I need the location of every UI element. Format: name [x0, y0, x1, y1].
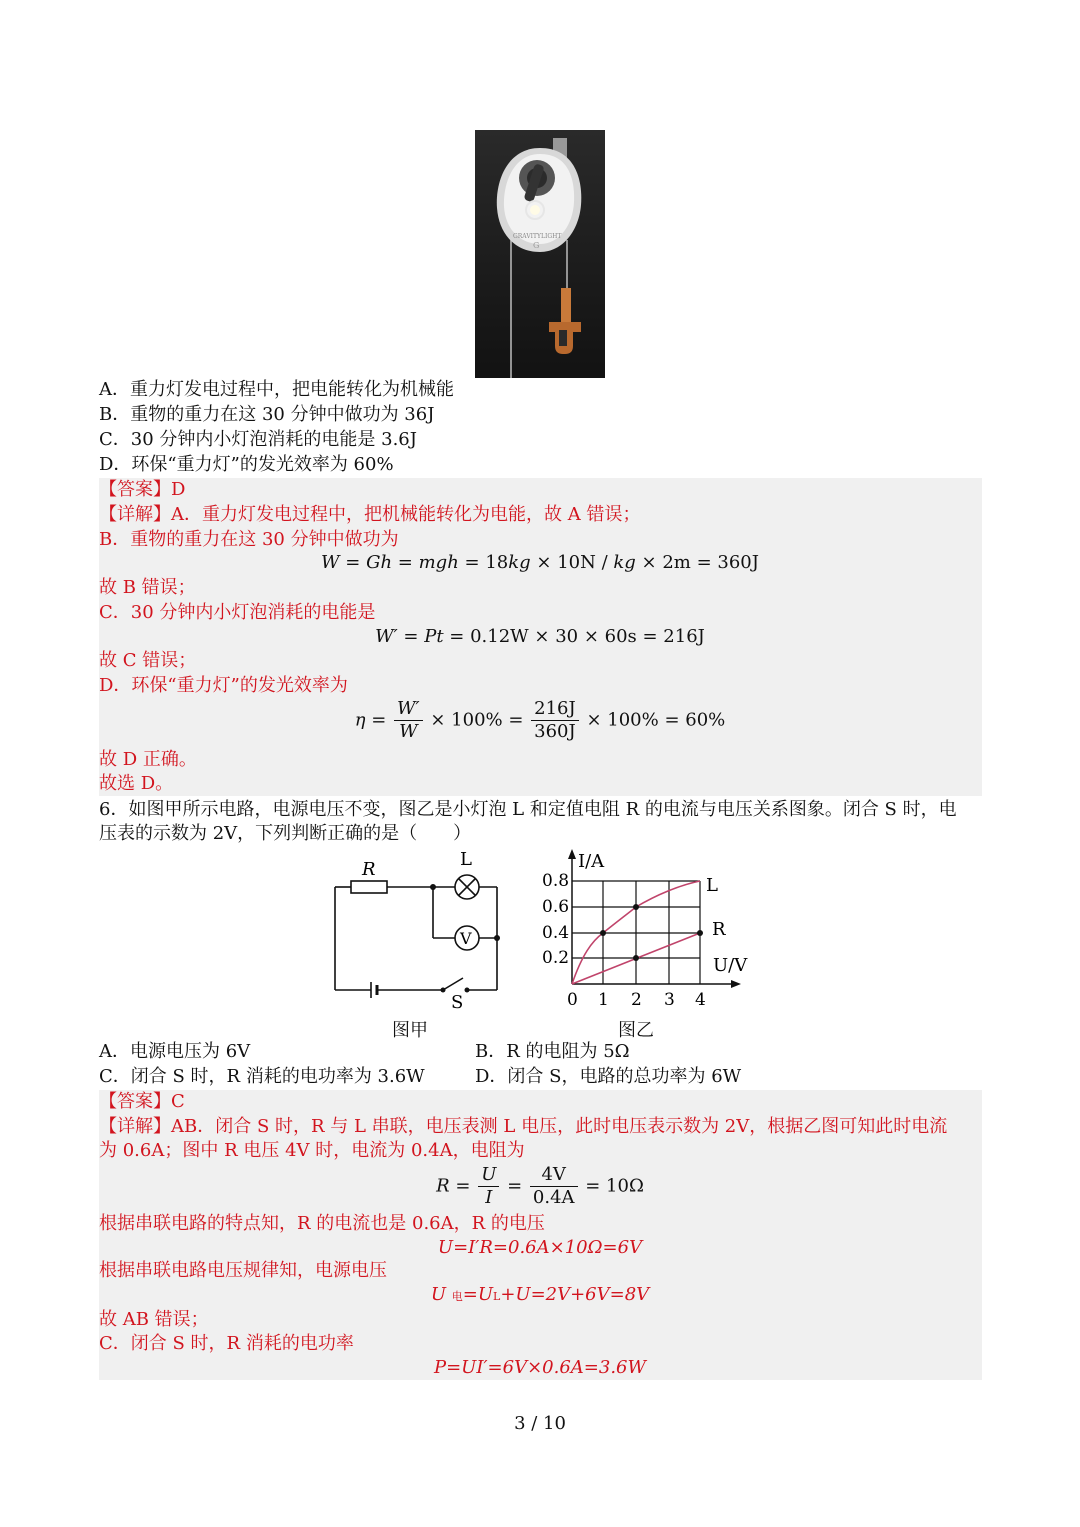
graph-x-axis-label: U/V [713, 955, 748, 976]
circuit-caption: 图甲 [392, 1020, 428, 1041]
circuit-v-label: V [460, 929, 472, 948]
q6-explain-line6: C．闭合 S 时，R 消耗的电功率 [99, 1333, 354, 1354]
q5-explain-line8: 故选 D。 [99, 773, 174, 794]
q5-explain-line1: 【详解】A．重力灯发电过程中，把机械能转化为电能，故 A 错误； [99, 504, 641, 525]
q5-answer: 【答案】D [99, 479, 186, 500]
graph-y-tick: 0.6 [542, 897, 570, 917]
graph-x-tick: 1 [598, 990, 609, 1010]
graph-x-tick: 3 [664, 990, 675, 1010]
graph-y-axis-label: I/A [578, 851, 605, 872]
circuit-s-label: S [451, 992, 464, 1010]
graph-x-tick: 0 [567, 990, 578, 1010]
q5-equation-energy: W′ = Pt = 0.12W × 30 × 60s = 216J [375, 626, 705, 647]
q5-equation-work: W = Gh = mgh = 18kg × 10N / kg × 2m = 360J [321, 552, 759, 573]
graph-r-label: R [712, 919, 726, 940]
gravity-light-photo [475, 130, 605, 378]
q5-option-a: A．重力灯发电过程中，把电能转化为机械能 [99, 379, 454, 400]
photo-logo-text: GRAVITYLIGHT [513, 233, 562, 240]
q6-option-b: B．R 的电阻为 5Ω [475, 1041, 630, 1062]
gravity-light-illustration [475, 130, 605, 378]
q6-option-c: C．闭合 S 时，R 消耗的电功率为 3.6W [99, 1066, 425, 1087]
iu-graph [530, 845, 760, 1015]
q5-option-b: B．重物的重力在这 30 分钟中做功为 36J [99, 404, 435, 425]
circuit-l-label: L [460, 849, 472, 870]
q6-stem-line1: 6．如图甲所示电路，电源电压不变，图乙是小灯泡 L 和定值电阻 R 的电流与电压关系图象。闭合 S 时，电 [99, 799, 957, 820]
graph-x-tick: 4 [695, 990, 706, 1010]
q5-explain-line2: B．重物的重力在这 30 分钟中做功为 [99, 529, 399, 550]
q6-equation-resistance: R = $\frac{U}{I}$ = $\frac{4V}{0.4A}$ = 10Ω [436, 1164, 644, 1208]
q6-explain-line2: 为 0.6A；图中 R 电压 4V 时，电流为 0.4A，电阻为 [99, 1140, 525, 1161]
photo-logo-mark: G [533, 241, 540, 250]
q5-explain-line4: C．30 分钟内小灯泡消耗的电能是 [99, 602, 376, 623]
q5-explain-line3: 故 B 错误； [99, 577, 196, 598]
q6-option-d: D．闭合 S，电路的总功率为 6W [475, 1066, 742, 1087]
q6-equation-power: P=UI′=6V×0.6A=3.6W [433, 1357, 646, 1378]
q6-equation-voltage: U=I′R=0.6A×10Ω=6V [437, 1237, 643, 1258]
graph-y-tick: 0.4 [542, 923, 570, 943]
graph-l-label: L [706, 875, 718, 896]
q6-explain-line1: 【详解】AB．闭合 S 时，R 与 L 串联，电压表测 L 电压，此时电压表示数为 2V，根据乙图可知此时电流 [99, 1116, 948, 1137]
q5-option-d: D．环保“重力灯”的发光效率为 60% [99, 454, 394, 475]
q5-explain-line5: 故 C 错误； [99, 650, 197, 671]
q6-answer: 【答案】C [99, 1091, 185, 1112]
q6-explain-line3: 根据串联电路的特点知，R 的电流也是 0.6A，R 的电压 [99, 1213, 545, 1234]
q6-equation-source: U 电=UL+U=2V+6V=8V [430, 1284, 650, 1305]
q6-stem-line2: 压表的示数为 2V，下列判断正确的是（ ） [99, 823, 472, 844]
graph-y-tick: 0.2 [542, 948, 570, 968]
q5-explain-line6: D．环保“重力灯”的发光效率为 [99, 675, 348, 696]
graph-x-tick: 2 [631, 990, 642, 1010]
circuit-diagram [325, 845, 515, 1010]
page-number: 3 / 10 [514, 1413, 566, 1434]
q6-option-a: A．电源电压为 6V [99, 1041, 251, 1062]
graph-y-tick: 0.8 [542, 871, 570, 891]
q5-option-c: C．30 分钟内小灯泡消耗的电能是 3.6J [99, 429, 417, 450]
q5-explain-line7: 故 D 正确。 [99, 749, 197, 770]
circuit-r-label: R [362, 859, 376, 880]
q6-explain-line4: 根据串联电路电压规律知，电源电压 [99, 1260, 387, 1281]
q6-explain-line5: 故 AB 错误； [99, 1309, 209, 1330]
graph-caption: 图乙 [618, 1020, 654, 1041]
q5-equation-efficiency: η = $\frac{W'}{W}$ × 100% = $\frac{216J}{360J}$ × 100% = 60% [354, 698, 726, 742]
